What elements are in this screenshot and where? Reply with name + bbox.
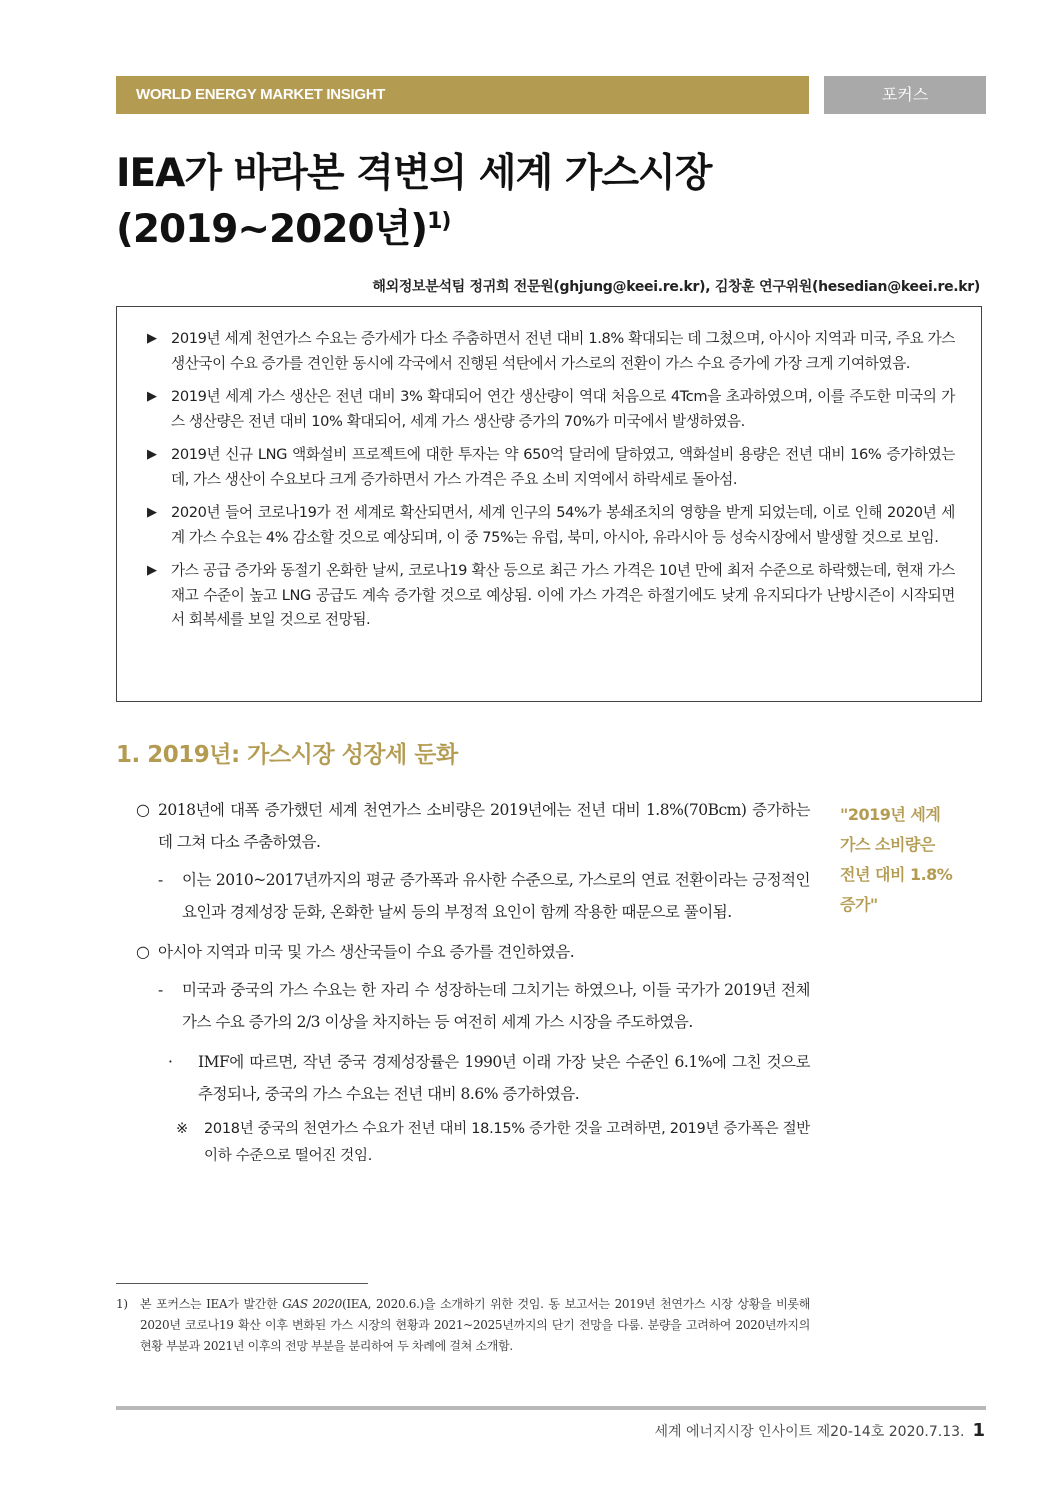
pull-quote-line: "2019년 세계	[840, 805, 941, 824]
page-footer	[654, 1420, 985, 1441]
paragraph-text: 이는 2010~2017년까지의 평균 증가폭과 유사한 수준으로, 가스로의 연료 전환이라는 긍정적인 요인과 경제성장 둔화, 온화한 날씨 등의 부정적 요인이 함께 작용한 때문으로 풀이됨.	[182, 871, 810, 921]
summary-item	[143, 385, 955, 434]
page-number: 1	[972, 1420, 985, 1441]
triangle-bullet-icon: ▶	[147, 389, 157, 404]
pull-quote-line: 증가"	[840, 895, 878, 914]
title-line-2: (2019~2020년)	[116, 207, 428, 252]
pull-quote-line: 가스 소비량은	[840, 835, 935, 854]
summary-box	[116, 306, 982, 702]
summary-item-text: 가스 공급 증가와 동절기 온화한 날씨, 코로나19 확산 등으로 최근 가스 가격은 10년 만에 최저 수준으로 하락했는데, 현재 가스 재고 수준이 높고 LNG 공급도 계속 증가할 것으로 예상됨. 이에 가스 가격은 하절기에도 낮게 유지되다가 난방시즌이 시작되면서 회복세를 보일 것으로 전망됨.	[171, 562, 955, 628]
summary-item	[143, 327, 955, 376]
paragraph-dash	[136, 974, 810, 1038]
header-section-label: 포커스	[824, 76, 986, 114]
title-footnote-mark: 1)	[427, 209, 451, 234]
paragraph-circle	[136, 794, 810, 858]
dash-bullet-icon: -	[158, 871, 163, 889]
section-heading: 1. 2019년: 가스시장 성장세 둔화	[116, 742, 458, 768]
footnote	[116, 1294, 810, 1357]
summary-item	[143, 501, 955, 550]
summary-item-text: 2019년 세계 천연가스 수요는 증가세가 다소 주춤하면서 전년 대비 1.8% 확대되는 데 그쳤으며, 아시아 지역과 미국, 주요 가스 생산국이 수요 증가를 견인한 동시에 각국에서 진행된 석탄에서 가스로의 전환이 가스 수요 증가에 가장 크게 기여하였음.	[171, 330, 955, 372]
body-text	[136, 794, 810, 1170]
circle-bullet-icon: ○	[136, 942, 150, 961]
paragraph-text: 2018년 중국의 천연가스 수요가 전년 대비 18.15% 증가한 것을 고려하면, 2019년 증가폭은 절반 이하 수준으로 떨어진 것임.	[204, 1121, 810, 1164]
triangle-bullet-icon: ▶	[147, 505, 157, 520]
summary-item-text: 2020년 들어 코로나19가 전 세계로 확산되면서, 세계 인구의 54%가 봉쇄조치의 영향을 받게 되었는데, 이로 인해 2020년 세계 가스 수요는 4% 감소할 것으로 예상되며, 이 중 75%는 유럽, 북미, 아시아, 유라시아 등 성숙시장에서 발생할 것으로 보임.	[171, 504, 955, 546]
footnote-divider	[116, 1283, 368, 1284]
paragraph-text: 2018년에 대폭 증가했던 세계 천연가스 소비량은 2019년에는 전년 대비 1.8%(70Bcm) 증가하는 데 그쳐 다소 주춤하였음.	[158, 801, 810, 851]
paragraph-dot	[136, 1046, 810, 1110]
dash-bullet-icon: -	[158, 981, 163, 999]
paragraph-text: 미국과 중국의 가스 수요는 한 자리 수 성장하는데 그치기는 하였으나, 이들 국가가 2019년 전체 가스 수요 증가의 2/3 이상을 차지하는 등 여전히 세계 가스 시장을 주도하였음.	[182, 981, 810, 1031]
circle-bullet-icon: ○	[136, 800, 150, 819]
paragraph-dash	[136, 864, 810, 928]
footer-publication: 세계 에너지시장 인사이트 제20-14호 2020.7.13.	[654, 1424, 965, 1440]
summary-item-text: 2019년 세계 가스 생산은 전년 대비 3% 확대되어 연간 생산량이 역대 처음으로 4Tcm을 초과하였으며, 이를 주도한 미국의 가스 생산량은 전년 대비 10% 확대되어, 세계 가스 생산량 증가의 70%가 미국에서 발생하였음.	[171, 388, 955, 430]
paragraph-text: 아시아 지역과 미국 및 가스 생산국들이 수요 증가를 견인하였음.	[158, 943, 575, 961]
authors-line: 해외정보분석팀 정귀희 전문원(ghjung@keei.re.kr), 김창훈 연구위원(hesedian@keei.re.kr)	[372, 279, 980, 295]
footnote-text-before: 본 포커스는 IEA가 발간한	[140, 1297, 283, 1311]
summary-list	[143, 327, 955, 633]
pull-quote	[840, 800, 980, 920]
triangle-bullet-icon: ▶	[147, 563, 157, 578]
header-banner: WORLD ENERGY MARKET INSIGHT	[116, 76, 809, 114]
summary-item-text: 2019년 신규 LNG 액화설비 프로젝트에 대한 투자는 약 650억 달러에 달하였고, 액화설비 용량은 전년 대비 16% 증가하였는데, 가스 생산이 수요보다 크게 증가하면서 가스 가격은 주요 소비 지역에서 하락세로 돌아섬.	[171, 446, 955, 488]
footnote-report-title: GAS 2020	[282, 1297, 342, 1311]
paragraph-circle	[136, 936, 810, 968]
dot-bullet-icon: ·	[168, 1053, 173, 1071]
triangle-bullet-icon: ▶	[147, 447, 157, 462]
footnote-text-after: (IEA, 2020.6.)을 소개하기 위한 것임. 동 보고서는 2019년 천연가스 시장 상황을 비롯해 2020년 코로나19 확산 이후 변화된 가스 시장의 현황과 2021~2025년까지의 단기 전망을 다룸. 분량을 고려하여 2020년까지의 현황 부분과 2021년 이후의 전망 부분을 분리하여 두 차례에 걸쳐 소개함.	[140, 1297, 811, 1353]
paragraph-note	[136, 1116, 810, 1170]
footnote-number: 1)	[116, 1297, 128, 1311]
title-line-1: IEA가 바라본 격변의 세계 가스시장	[116, 151, 712, 196]
summary-item	[143, 559, 955, 633]
paragraph-text: IMF에 따르면, 작년 중국 경제성장률은 1990년 이래 가장 낮은 수준인 6.1%에 그친 것으로 추정되나, 중국의 가스 수요는 전년 대비 8.6% 증가하였음.	[198, 1053, 810, 1103]
pull-quote-line: 전년 대비 1.8%	[840, 865, 953, 884]
page-title	[116, 146, 996, 258]
reference-mark-icon: ※	[176, 1121, 188, 1137]
footer-divider	[116, 1406, 986, 1410]
summary-item	[143, 443, 955, 492]
triangle-bullet-icon: ▶	[147, 331, 157, 346]
